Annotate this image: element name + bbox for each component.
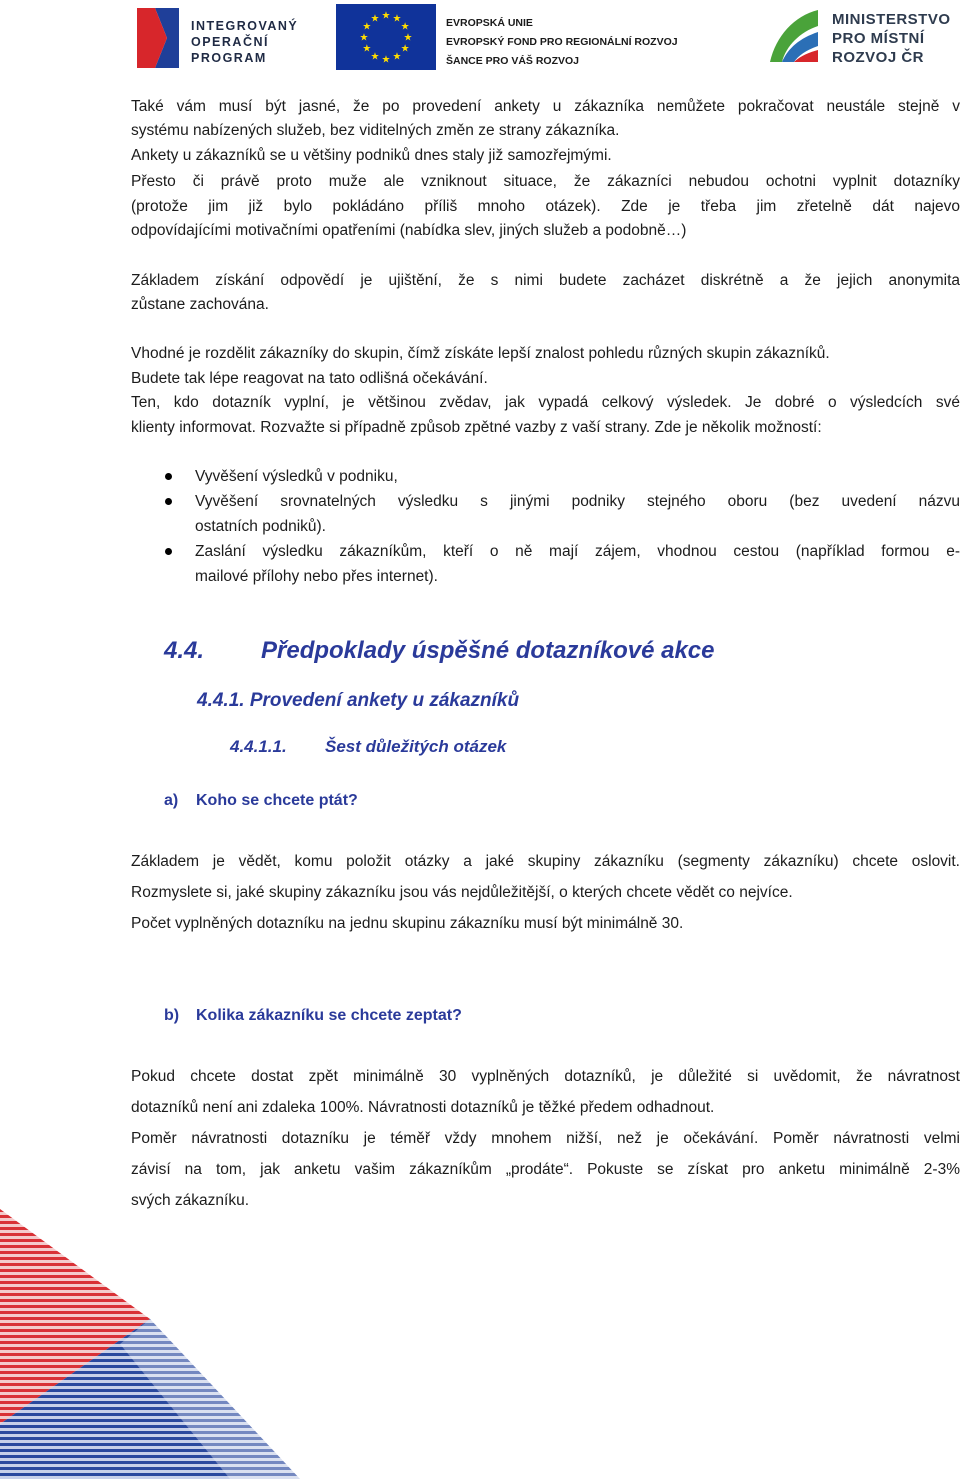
eu-line: EVROPSKÝ FOND PRO REGIONÁLNÍ ROZVOJ — [446, 36, 678, 48]
mmr-logo-text — [832, 10, 951, 67]
bullet-icon — [165, 548, 172, 555]
eu-star-icon: ★ — [381, 10, 391, 22]
eu-star-icon: ★ — [400, 21, 410, 33]
text-line: Počet vyplněných dotazníku na jednu skupinu zákazníku musí být minimálně 30. — [131, 915, 684, 932]
text-line: svých zákazníku. — [131, 1192, 250, 1209]
subsubsection-number: 4.4.1.1. — [230, 737, 287, 756]
eu-star-icon: ★ — [392, 13, 402, 25]
list-item-text: Vyvěšení výsledků v podniku, — [195, 468, 398, 485]
question-b-letter: b) — [164, 1007, 180, 1024]
text-line: Ankety u zákazníků se u většiny podniků dnes staly již samozřejmými. — [131, 147, 612, 164]
bullet-icon — [165, 473, 172, 480]
eu-flag-icon — [336, 4, 436, 70]
eu-logo-text — [446, 14, 678, 71]
eu-logo — [336, 4, 696, 72]
text-line: odpovídajícími motivačními opatřeními (nabídka slev, jiných služeb a podobně…) — [131, 222, 687, 239]
page-header — [0, 0, 960, 75]
eu-line: ŠANCE PRO VÁŠ ROZVOJ — [446, 55, 580, 67]
question-a-letter: a) — [164, 792, 179, 809]
eu-star-icon: ★ — [362, 43, 372, 55]
eu-star-icon: ★ — [370, 51, 380, 63]
iop-logo — [133, 4, 299, 72]
eu-star-icon: ★ — [370, 13, 380, 25]
text-line: systému nabízených služeb, bez viditelných změn ze strany zákazníka. — [131, 122, 620, 139]
list-item-text: Vyvěšení srovnatelných výsledku s jinými podniky stejného oboru (bez uvedení názvu — [195, 493, 960, 510]
bullet-icon — [165, 498, 172, 505]
eu-star-icon: ★ — [403, 32, 413, 44]
eu-star-icon: ★ — [359, 32, 369, 44]
text-line: Základem získání odpovědí je ujištění, že s nimi budete zacházet diskrétně a že jejich anonymita — [131, 272, 960, 289]
text-line: klienty informovat. Rozvažte si případně způsob zpětné vazby z vaší strany. Zde je několik možností: — [131, 419, 822, 436]
section-number: 4.4. — [164, 637, 205, 664]
subsection-title: 4.4.1. Provedení ankety u zákazníků — [197, 690, 520, 711]
eu-star-icon: ★ — [381, 54, 391, 66]
list-item-text: mailové přílohy nebo přes internet). — [195, 568, 438, 585]
eu-line: EVROPSKÁ UNIE — [446, 17, 533, 29]
mmr-line: PRO MÍSTNÍ — [832, 30, 925, 47]
iop-line: PROGRAM — [191, 51, 267, 65]
text-line: Poměr návratnosti dotazníku je téměř vždy mnohem nižší, než je očekávání. Poměr návratnosti velmi — [131, 1130, 960, 1147]
eu-star-icon: ★ — [362, 21, 372, 33]
text-line: Vhodné je rozdělit zákazníky do skupin, čímž získáte lepší znalost pohledu různých skupin zákazníků. — [131, 345, 830, 362]
text-line: Přesto či právě proto muže ale vzniknout situace, že zákazníci nebudou ochotni vyplnit dotazníky — [131, 173, 960, 190]
text-line: (protože jim již bylo pokládáno příliš mnoho otázek). Zde je třeba jim zřetelně dát najevo — [131, 198, 960, 215]
text-line: dotazníků není ani zdaleka 100%. Návratnosti dotazníků je těžké předem odhadnout. — [131, 1099, 715, 1116]
iop-line: OPERAČNÍ — [191, 35, 269, 49]
section-title: Předpoklady úspěšné dotazníkové akce — [261, 637, 715, 664]
text-line: zůstane zachována. — [131, 296, 269, 313]
list-item-text: ostatních podniků). — [195, 518, 326, 535]
text-line: Rozmyslete si, jaké skupiny zákazníku jsou vás nejdůležitější, o kterých chcete vědět co nejvíce. — [131, 884, 793, 901]
iop-logo-mark — [133, 4, 185, 72]
iop-line: INTEGROVANÝ — [191, 19, 299, 33]
mmr-logo-mark — [766, 6, 822, 66]
text-line: Také vám musí být jasné, že po provedení ankety u zákazníka nemůžete pokračovat neustále stejně v — [131, 98, 960, 115]
text-line: Základem je vědět, komu položit otázky a jaké skupiny zákazníku (segmenty zákazníku) chcete oslovit. — [131, 853, 960, 870]
iop-logo-text — [191, 18, 298, 66]
text-line: Pokud chcete dostat zpět minimálně 30 vyplněných dotazníků, je důležité si uvědomit, že návratnost — [131, 1068, 960, 1085]
eu-star-icon: ★ — [400, 43, 410, 55]
eu-star-icon: ★ — [392, 51, 402, 63]
text-line: závisí na tom, jak anketu vašim zákazníkům „prodáte“. Pokuste se získat pro anketu minimálně 2-3% — [131, 1161, 960, 1178]
list-item-text: Zaslání výsledku zákazníkům, kteří o ně mají zájem, vhodnou cestou (například formou e- — [195, 543, 960, 560]
mmr-line: ROZVOJ ČR — [832, 49, 925, 66]
text-line: Ten, kdo dotazník vyplní, je většinou zvědav, jak vypadá celkový výsledek. Je dobré o výsledcích své — [131, 394, 960, 411]
question-b-title: Kolika zákazníku se chcete zeptat? — [196, 1007, 462, 1024]
text-line: Budete tak lépe reagovat na tato odlišná očekávání. — [131, 370, 488, 387]
mmr-logo — [766, 4, 960, 72]
decorative-corner-stripes — [0, 1209, 960, 1479]
question-a-title: Koho se chcete ptát? — [196, 792, 358, 809]
mmr-line: MINISTERSTVO — [832, 11, 951, 28]
subsubsection-title: Šest důležitých otázek — [325, 737, 507, 756]
